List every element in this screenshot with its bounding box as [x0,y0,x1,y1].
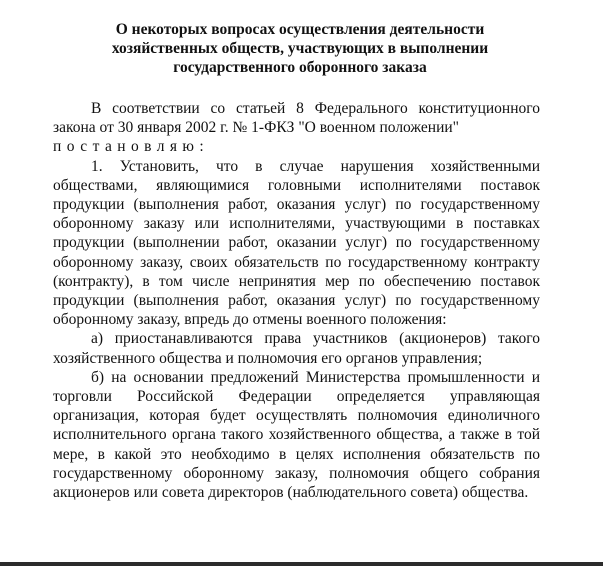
title-line-3: государственного оборонного заказа [173,59,427,76]
bottom-divider [0,562,603,566]
decree-word: постановляю: [53,138,210,156]
clause-1: 1. Установить, что в случае нарушения хозяйственными обществами, являющимися головными исполнителями поставок продукции (выполнения работ, оказания услуг) по государственному оборонному заказу или исполнителями, участвующими в поставках продукции (выполнении работ, оказании услуг) по государственному оборонному заказу, своих обязательств по государственному контракту (контракту), в том числе непринятия мер по обеспечению поставок продукции (выполнения работ, оказания услуг) по государственному оборонному заказу, впредь до отмены военного положения: [53,157,540,329]
clause-1b: б) на основании предложений Министерства промышленности и торговли Российской Федерации определяется управляющая организация, которая будет осуществлять полномочия единоличного исполнительного органа такого хозяйственного общества, а также в той мере, в какой это необходимо в целях исполнения обязательств по государственному оборонному заказу, полномочия общего собрания акционеров или совета директоров (наблюдательного совета) общества. [53,368,540,502]
title-line-2: хозяйственных обществ, участвующих в выполнении [111,40,489,57]
intro-text: В соответствии со статьей 8 Федерального конституционного закона от 30 января 2002 г. № 1-ФКЗ "О военном положении" [53,100,540,137]
document-body [53,99,540,502]
clause-1a: а) приостанавливаются права участников (акционеров) такого хозяйственного общества и полномочия его органов управления; [53,330,540,367]
title-line-1: О некоторых вопросах осуществления деятельности [115,21,485,38]
document-title [60,20,540,77]
intro-paragraph [53,99,540,157]
